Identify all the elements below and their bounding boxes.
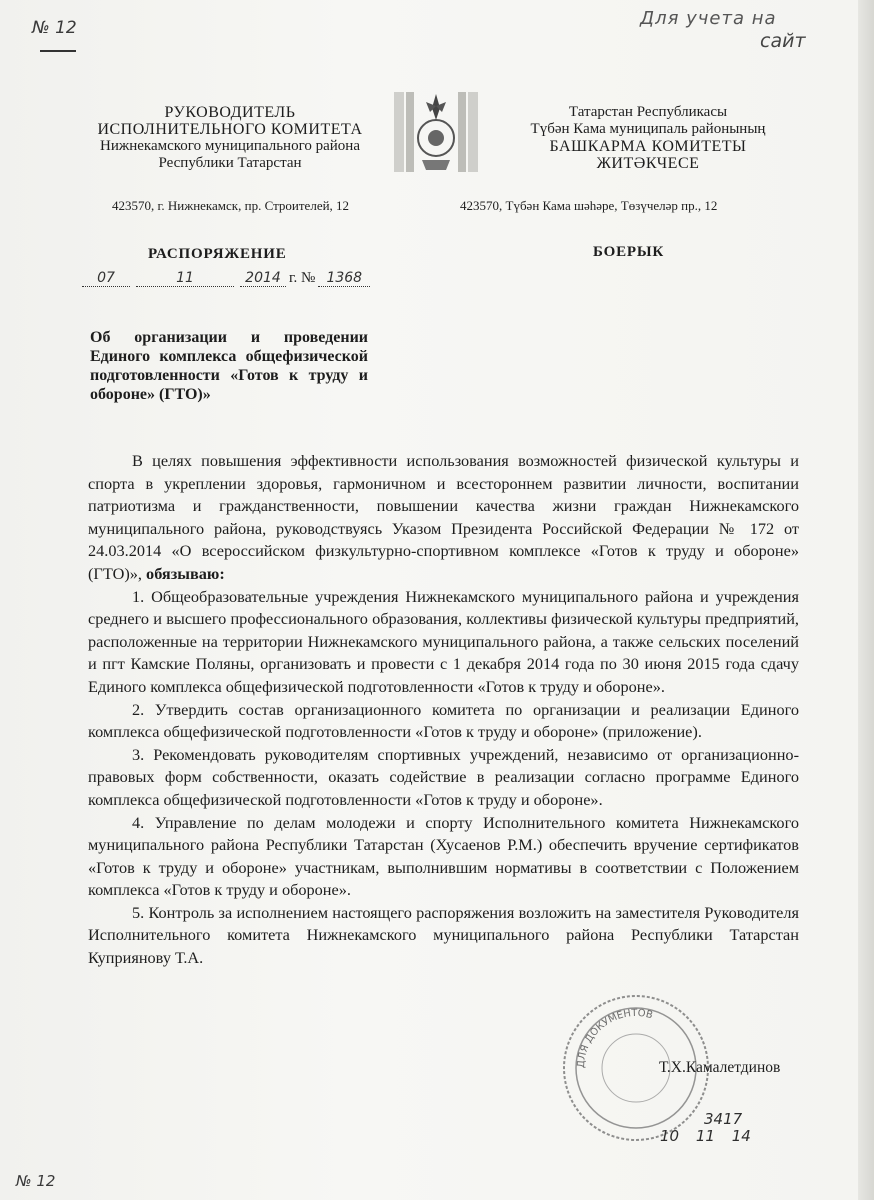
handwritten-note-top-right-upper: Для учета на	[640, 8, 777, 29]
body-item-3: 3. Рекомендовать руководителям спортивных учреждений, независимо от организационно-правовых форм собственности, оказать содействие в реализации согласно программе Единого комплекса общефизической подготовленности «Готов к труду и обороне».	[88, 744, 799, 809]
handwritten-note-bottom-left: № 12	[16, 1172, 56, 1190]
doc-type-left: РАСПОРЯЖЕНИЕ	[148, 246, 287, 262]
stamp-reg-number: 3417	[704, 1110, 743, 1128]
body-item-5: 5. Контроль за исполнением настоящего распоряжения возложить на заместителя Руководителя Исполнительного комитета Нижнекамского муниципального района Республики Татарстан Куприянову Т.А.	[88, 902, 799, 968]
date-year: 2014	[240, 270, 286, 287]
signature-name: Т.Х.Камалетдинов	[659, 1059, 781, 1076]
body-item-4: 4. Управление по делам молодежи и спорту Исполнительного комитета Нижнекамского муниципального района Республики Татарстан (Хусаенов Р.М.) обеспечить вручение сертификатов «Готов к труду и обороне» участникам, выполнившим нормативы в соответствии с Положением комплекса «Готов к труду и обороне».	[88, 812, 799, 900]
header-right-line4: ЖИТӘКЧЕСЕ	[596, 155, 700, 172]
address-left: 423570, г. Нижнекамск, пр. Строителей, 12	[112, 198, 350, 213]
document-body	[88, 450, 799, 970]
body-intro-paragraph	[88, 450, 799, 586]
date-day: 07	[82, 270, 130, 287]
handwritten-underline	[40, 50, 76, 52]
paper-edge	[858, 0, 874, 1200]
header-right-line1: Татарстан Республикасы	[568, 104, 728, 120]
coat-of-arms-icon	[392, 86, 480, 178]
doc-type-right: БОЕРЫК	[593, 244, 665, 260]
body-obligate: обязываю:	[146, 563, 225, 583]
document-subject: Об организации и проведении Единого комплекса общефизической подготовленности «Готов к труду и обороне» (ГТО)»	[90, 329, 368, 403]
header-left-line2: ИСПОЛНИТЕЛЬНОГО КОМИТЕТА	[97, 121, 363, 138]
stamp-reg-date: 10 11 14	[660, 1127, 751, 1145]
date-number-line	[82, 270, 370, 287]
handwritten-note-top-left: № 12	[32, 18, 77, 38]
body-item-1: 1. Общеобразовательные учреждения Нижнекамского муниципального района и учреждения среднего и высшего профессионального образования, коллективы физической культуры предприятий, расположенные на территории Нижнекамского муниципального района, а также сельских поселений и пгт Камские Поляны, организовать и провести с 1 декабря 2014 года по 30 июня 2015 года сдачу Единого комплекса общефизической подготовленности «Готов к труду и обороне».	[88, 586, 799, 696]
header-left-line3: Нижнекамского муниципального района	[99, 138, 360, 154]
stamp-text: ДЛЯ ДОКУМЕНТОВ	[575, 1007, 654, 1069]
header-left	[80, 104, 380, 172]
document-number: 1368	[318, 270, 370, 287]
header-left-line4: Республики Татарстан	[158, 155, 302, 171]
header-left-line1: РУКОВОДИТЕЛЬ	[164, 104, 296, 121]
handwritten-note-top-right: сайт	[760, 30, 806, 52]
body-item-2: 2. Утвердить состав организационного комитета по организации и реализации Единого комплекса общефизической подготовленности «Готов к труду и обороне» (приложение).	[88, 699, 799, 742]
date-month: 11	[136, 270, 234, 287]
header-right-line3: БАШКАРМА КОМИТЕТЫ	[549, 138, 747, 155]
header-right-line2: Түбән Кама муниципаль районының	[530, 121, 766, 137]
date-year-suffix: г. №	[289, 270, 316, 286]
header-right	[498, 104, 798, 172]
body-intro-text: В целях повышения эффективности использования возможностей физической культуры и спорта в укреплении здоровья, гармоничном и всестороннем развитии личности, воспитании патриотизма и гражданственности, повышении качества жизни граждан Нижнекамского муниципального района, руководствуясь Указом Президента Российской Федерации № 172 от 24.03.2014 «О всероссийском физкультурно-спортивном комплексе «Готов к труду и обороне» (ГТО)»,	[88, 451, 799, 583]
address-right: 423570, Түбән Кама шәһәре, Төзүчеләр пр., 12	[460, 198, 718, 213]
